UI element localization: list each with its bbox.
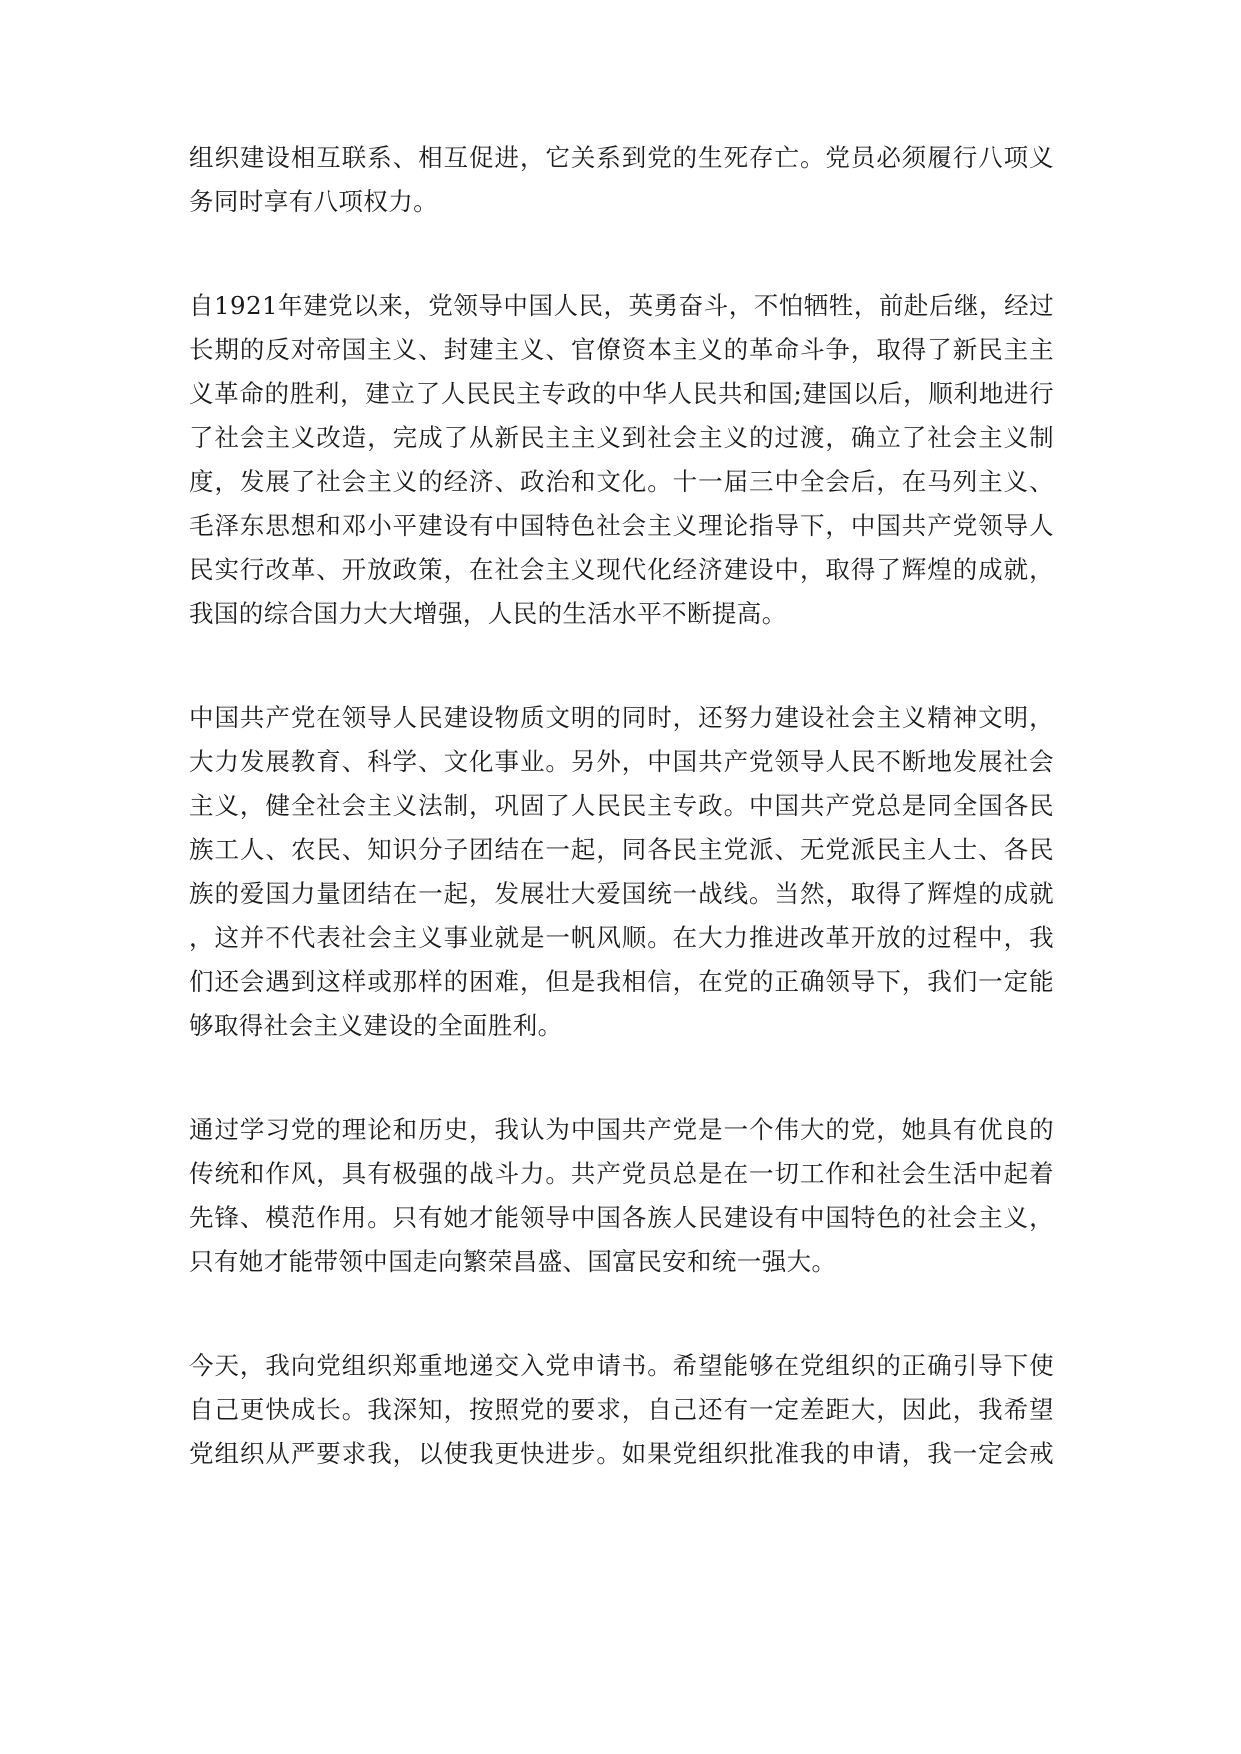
- text-line: 民实行改革、开放政策，在社会主义现代化经济建设中，取得了辉煌的成就，: [189, 555, 1054, 584]
- paragraph-2: [189, 284, 1054, 636]
- text-line: 大力发展教育、科学、文化事业。另外，中国共产党领导人民不断地发展社会: [189, 747, 1054, 776]
- text-line: 只有她才能带领中国走向繁荣昌盛、国富民安和统一强大。: [189, 1247, 837, 1276]
- text-line: 务同时享有八项权力。: [189, 187, 438, 216]
- text-line: 长期的反对帝国主义、封建主义、官僚资本主义的革命斗争，取得了新民主主: [189, 335, 1054, 364]
- paragraph-5: [189, 1344, 1054, 1476]
- text-line: 组织建设相互联系、相互促进，它关系到党的生死存亡。党员必须履行八项义: [189, 143, 1054, 172]
- text-line: 毛泽东思想和邓小平建设有中国特色社会主义理论指导下，中国共产党领导人: [189, 511, 1054, 540]
- text-line: 自1921年建党以来，党领导中国人民，英勇奋斗，不怕牺牲，前赴后继，经过: [189, 291, 1054, 320]
- text-line: 主义，健全社会主义法制，巩固了人民民主专政。中国共产党总是同全国各民: [189, 791, 1054, 820]
- text-line: 党组织从严要求我，以使我更快进步。如果党组织批准我的申请，我一定会戒: [189, 1439, 1054, 1468]
- text-line: 族工人、农民、知识分子团结在一起，同各民主党派、无党派民主人士、各民: [189, 835, 1054, 864]
- text-line: 中国共产党在领导人民建设物质文明的同时，还努力建设社会主义精神文明，: [189, 703, 1054, 732]
- text-line: 传统和作风，具有极强的战斗力。共产党员总是在一切工作和社会生活中起着: [189, 1159, 1054, 1188]
- text-line: 先锋、模范作用。只有她才能领导中国各族人民建设有中国特色的社会主义，: [189, 1203, 1054, 1232]
- text-line: 通过学习党的理论和历史，我认为中国共产党是一个伟大的党，她具有优良的: [189, 1115, 1054, 1144]
- paragraph-3: [189, 696, 1054, 1048]
- text-line: 了社会主义改造，完成了从新民主主义到社会主义的过渡，确立了社会主义制: [189, 423, 1054, 452]
- document-body: [189, 136, 1054, 1536]
- text-line: 们还会遇到这样或那样的困难，但是我相信，在党的正确领导下，我们一定能: [189, 967, 1054, 996]
- paragraph-4: [189, 1108, 1054, 1284]
- text-line: 度，发展了社会主义的经济、政治和文化。十一届三中全会后，在马列主义、: [189, 467, 1054, 496]
- text-line: 族的爱国力量团结在一起，发展壮大爱国统一战线。当然，取得了辉煌的成就: [189, 879, 1054, 908]
- paragraph-1: [189, 136, 1054, 224]
- text-line: 自己更快成长。我深知，按照党的要求，自己还有一定差距大，因此，我希望: [189, 1395, 1054, 1424]
- text-line: 今天，我向党组织郑重地递交入党申请书。希望能够在党组织的正确引导下使: [189, 1351, 1054, 1380]
- text-line: ，这并不代表社会主义事业就是一帆风顺。在大力推进改革开放的过程中，我: [189, 923, 1054, 952]
- text-line: 我国的综合国力大大增强，人民的生活水平不断提高。: [189, 599, 787, 628]
- text-line: 够取得社会主义建设的全面胜利。: [189, 1011, 563, 1040]
- text-line: 义革命的胜利，建立了人民民主专政的中华人民共和国;建国以后，顺利地进行: [189, 379, 1054, 408]
